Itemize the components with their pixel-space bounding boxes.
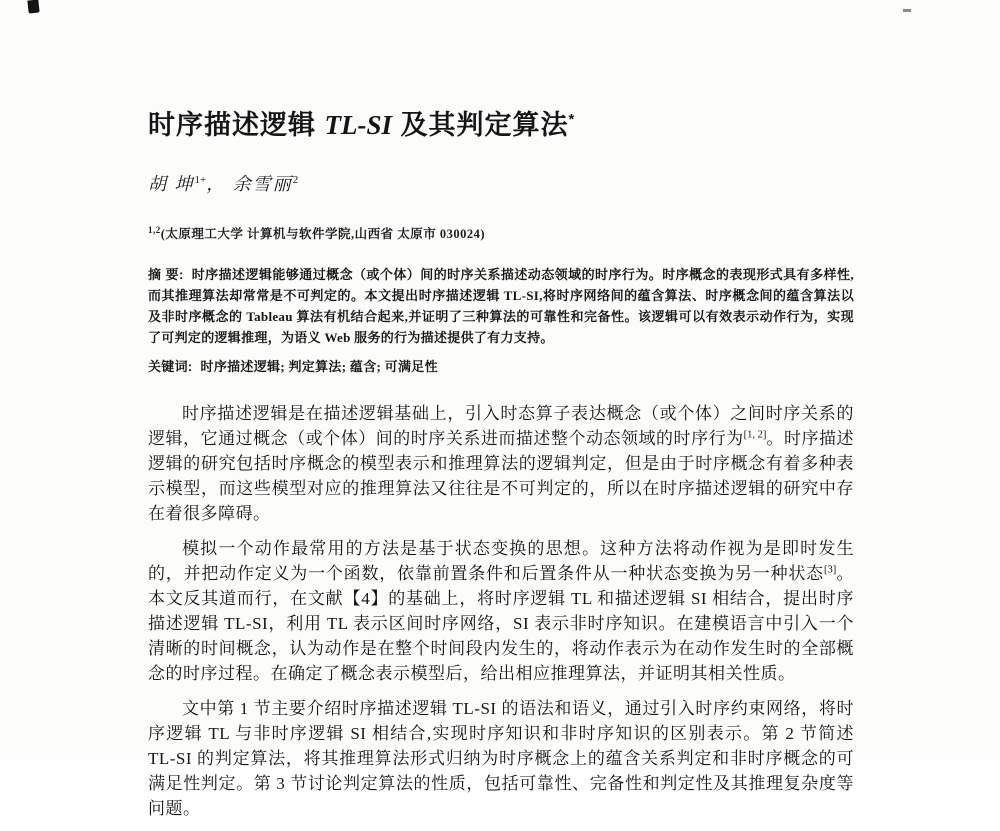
author-name-1: 胡 坤 [148, 174, 195, 194]
author-separator: ， [206, 174, 233, 194]
keywords-line [148, 356, 854, 377]
title-logic-name: TL-SI [324, 110, 393, 140]
keywords-text: 时序描述逻辑; 判定算法; 蕴含; 可满足性 [200, 359, 438, 375]
abstract-text: 时序描述逻辑能够通过概念（或个体）间的时序关系描述动态领域的时序行为。时序概念的表现形式具有多样性,而其推理算法却常常是不可判定的。本文提出时序描述逻辑 TL-SI,将时序网络间的蕴含算法、时序概念间的蕴含算法以及非时序概念的 Tableau 算法有机结合起来,并证明了三种算法的可靠性和完备性。该逻辑可以有效表示动作行为，实现了可判定的逻辑推理，为语义 Web 服务的行为描述提供了有力支持。 [148, 267, 854, 346]
abstract-block [148, 264, 854, 348]
citation-ref-1-2: [1, 2] [743, 429, 767, 441]
body-text [148, 401, 854, 821]
affiliation-text: (太原理工大学 计算机与软件学院,山西省 太原市 030024) [160, 227, 486, 242]
abstract-label: 摘 要: [148, 267, 184, 283]
author-2-superscript: 2 [292, 174, 299, 186]
paragraph-1-text: 时序描述逻辑是在描述逻辑基础上，引入时态算子表达概念（或个体）之间时序关系的逻辑，它通过概念（或个体）间的时序关系进而描述整个动态领域的时序行为 [148, 404, 854, 449]
body-paragraph-1 [148, 401, 854, 526]
keywords-label: 关键词: [148, 359, 193, 375]
author-1-superscript: 1+ [194, 174, 207, 186]
scan-artifact-corner-mark [27, 0, 39, 14]
affiliation-line [148, 222, 854, 242]
title-text-right: 及其判定算法 [392, 110, 569, 140]
author-name-2: 余雪丽 [232, 174, 293, 194]
title-footnote-asterisk: * [568, 111, 576, 128]
scan-artifact-dash [903, 9, 911, 12]
title-text-left: 时序描述逻辑 [148, 110, 325, 140]
paper-title [148, 108, 854, 142]
paragraph-2-text-continued: 。本文反其道而行，在文献【4】的基础上，将时序逻辑 TL 和描述逻辑 SI 相结合，提出时序描述逻辑 TL-SI，利用 TL 表示区间时序网络，SI 表示非时序知识。在建模语言中引入一个清晰的时间概念，认为动作是在整个时间段内发生的，将动作表示为在动作发生时的全部概念的时序过程。在确定了概念表示模型后，给出相应推理算法，并证明其相关性质。 [148, 564, 855, 684]
affiliation-superscript: 1,2 [148, 225, 161, 235]
paragraph-2-text: 模拟一个动作最常用的方法是基于状态变换的思想。这种方法将动作视为是即时发生的，并把动作定义为一个函数，依靠前置条件和后置条件从一种状态变换为另一种状态 [148, 539, 854, 584]
body-paragraph-3 [148, 696, 854, 821]
paragraph-3-text: 文中第 1 节主要介绍时序描述逻辑 TL-SI 的语法和语义，通过引入时序约束网络，将时序逻辑 TL 与非时序逻辑 SI 相结合,实现时序知识和非时序知识的区别表示。第 2 节简述 TL-SI 的判定算法，将其推理算法形式归纳为时序概念上的蕴含关系判定和非时序概念的可满足性判定。第 3 节讨论判定算法的性质，包括可靠性、完备性和判定性及其推理复杂度等问题。 [148, 699, 854, 819]
citation-ref-3: [3] [823, 564, 837, 576]
page-content [148, 108, 854, 831]
paragraph-1-text-continued: 。时序描述逻辑的研究包括时序概念的模型表示和推理算法的逻辑判定，但是由于时序概念有着多种表示模型，而这些模型对应的推理算法又往往是不可判定的，所以在时序描述逻辑的研究中存在着很多障碍。 [148, 429, 855, 524]
body-paragraph-2 [148, 536, 854, 686]
author-line [148, 168, 854, 196]
